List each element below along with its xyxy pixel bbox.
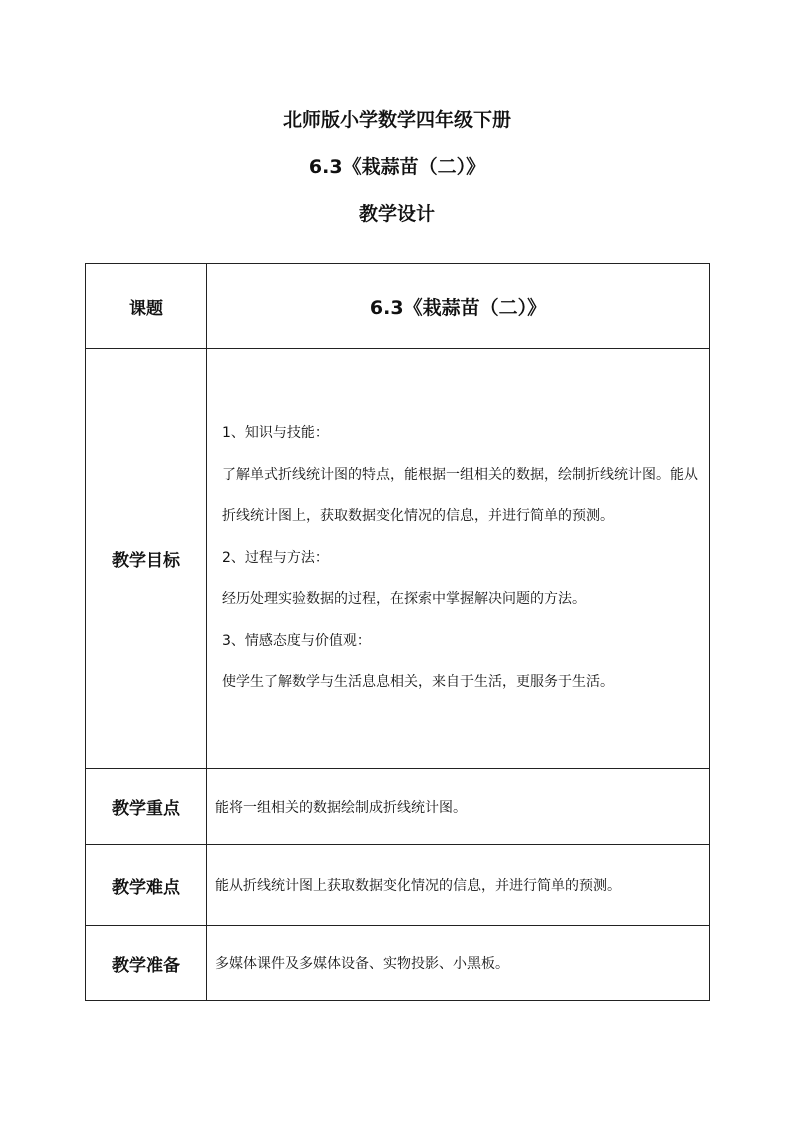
difficulties-value: 能从折线统计图上获取数据变化情况的信息，并进行简单的预测。 [207, 845, 710, 926]
title-design: 教学设计 [358, 203, 435, 225]
title-textbook: 北师版小学数学四年级下册 [282, 109, 511, 131]
preparation-label: 教学准备 [86, 926, 207, 1001]
goal-heading-process: 2、过程与方法： [222, 549, 329, 566]
goal-text-process: 经历处理实验数据的过程，在探索中掌握解决问题的方法。 [222, 591, 586, 608]
goals-content [207, 349, 710, 769]
title-lesson: 6.3《栽蒜苗（二）》 [308, 156, 486, 178]
goal-heading-attitude: 3、情感态度与价值观： [222, 632, 371, 649]
table-row-preparation [86, 926, 710, 1001]
preparation-value: 多媒体课件及多媒体设备、实物投影、小黑板。 [207, 926, 710, 1001]
table-row-key-points [86, 769, 710, 845]
goal-heading-knowledge: 1、知识与技能： [222, 425, 329, 442]
document-title [0, 104, 794, 245]
key-points-value: 能将一组相关的数据绘制成折线统计图。 [207, 769, 710, 845]
table-row-difficulties [86, 845, 710, 926]
topic-value: 6.3《栽蒜苗（二）》 [207, 264, 710, 349]
lesson-plan-table [85, 263, 710, 1001]
goal-text-attitude: 使学生了解数学与生活息息相关，来自于生活，更服务于生活。 [222, 674, 614, 691]
goals-label: 教学目标 [86, 349, 207, 769]
topic-label: 课题 [86, 264, 207, 349]
key-points-label: 教学重点 [86, 769, 207, 845]
difficulties-label: 教学难点 [86, 845, 207, 926]
table-row-topic [86, 264, 710, 349]
table-row-goals [86, 349, 710, 769]
goal-text-knowledge: 了解单式折线统计图的特点，能根据一组相关的数据，绘制折线统计图。能从折线统计图上，获取数据变化情况的信息，并进行简单的预测。 [222, 466, 698, 525]
